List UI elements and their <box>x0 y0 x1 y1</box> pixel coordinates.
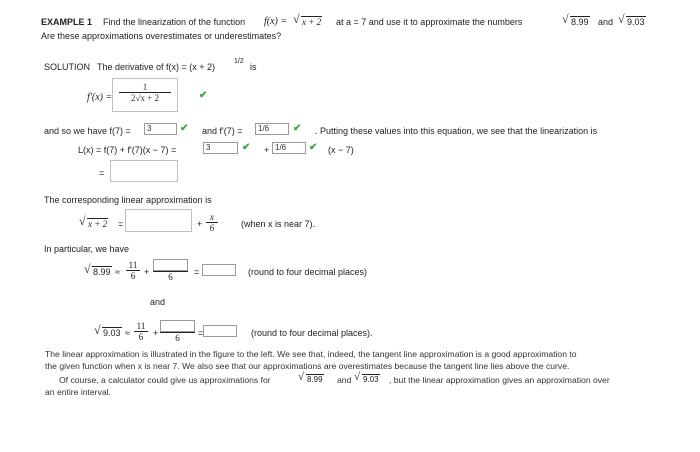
in-particular-text: In particular, we have <box>44 244 130 254</box>
plus-sign: + <box>197 219 203 229</box>
corresponding-text: The corresponding linear approximation is <box>44 195 212 205</box>
conclusion-n1: 8.99 <box>307 375 323 384</box>
approx-eq: ≈ <box>115 267 120 277</box>
plus-sign: + <box>264 145 270 155</box>
x-over-6 <box>206 212 218 233</box>
eleven-over-six <box>126 260 140 281</box>
conclusion-and: and <box>337 375 352 385</box>
conclusion-line-1: The linear approximation is illustrated in the figure to the left. We see that, indeed, the tangent line approximation is a good approximation to <box>45 349 577 359</box>
and-word: and <box>150 297 166 307</box>
lx-input-1[interactable]: 3 <box>203 142 238 154</box>
conclusion-line-3b: , but the linear approximation gives an approximation over <box>389 375 610 385</box>
approx-numerator-input-2[interactable] <box>160 320 195 332</box>
eq-sign: = <box>198 328 204 338</box>
plus-sign: + <box>153 328 159 338</box>
fraction-den: 6 <box>209 223 215 233</box>
and-text: and <box>598 17 614 27</box>
fprime-den: 2√x + 2 <box>130 93 159 103</box>
approx-eq: ≈ <box>125 328 130 338</box>
fraction-den: 6 <box>130 271 136 281</box>
fraction-den: 6 <box>153 271 188 282</box>
is-text: is <box>250 62 257 72</box>
at-a-text: at a = 7 and use it to approximate the numbers <box>336 17 523 27</box>
and-fprime-text: and f'(7) = <box>202 126 243 136</box>
fx-label: f(x) = <box>264 16 288 27</box>
example-label: EXAMPLE 1 <box>41 17 93 27</box>
fx-radicand: x + 2 <box>302 17 322 27</box>
number-1: 8.99 <box>571 17 589 27</box>
round-text-1: (round to four decimal places) <box>248 267 368 277</box>
conclusion-line-3a: Of course, a calculator could give us approximations for <box>59 375 271 385</box>
number-2: 9.03 <box>627 17 645 27</box>
conclusion-line-2: the given function when x is near 7. We also see that our approximations are overestimates because the tangent line lies above the curve. <box>45 361 570 371</box>
approx-radicand: x + 2 <box>88 219 108 229</box>
sqrt-icon: √ <box>84 262 91 276</box>
fraction-den: 6 <box>138 332 144 342</box>
sqrt-icon: √ <box>562 12 569 26</box>
check-icon: ✔ <box>293 123 302 134</box>
fprime7-input[interactable]: 1/6 <box>255 123 289 135</box>
lx-input-2[interactable]: 1/6 <box>272 142 306 154</box>
conclusion-n2: 9.03 <box>363 375 379 384</box>
eq-sign: = <box>99 168 105 178</box>
question-2: Are these approximations overestimates or underestimates? <box>41 31 282 41</box>
plus-sign: + <box>144 267 150 277</box>
box-over-six-1 <box>153 259 188 282</box>
exponent: 1/2 <box>234 58 244 65</box>
putting-text: . Putting these values into this equation, we see that the linearization is <box>315 126 598 136</box>
fprime-label: f'(x) = <box>87 92 113 103</box>
and-so-text: and so we have f(7) = <box>44 126 131 136</box>
fprime-fraction <box>119 82 171 103</box>
question-text: Find the linearization of the function <box>103 17 246 27</box>
derivative-text: The derivative of f(x) = (x + 2) <box>97 62 216 72</box>
sqrt-icon: √ <box>298 371 305 383</box>
approx-result-input-1[interactable] <box>202 264 236 276</box>
fprime-num: 1 <box>119 82 171 93</box>
box-over-six-2 <box>160 320 195 343</box>
sqrt-icon: √ <box>293 12 300 26</box>
eq-sign: = <box>194 267 200 277</box>
check-icon: ✔ <box>180 123 189 134</box>
check-icon: ✔ <box>199 90 208 101</box>
when-text: (when x is near 7). <box>241 219 316 229</box>
check-icon: ✔ <box>309 142 318 153</box>
sqrt-icon: √ <box>618 12 625 26</box>
fraction-num: 11 <box>126 260 140 271</box>
lx-simplified-input[interactable] <box>110 160 178 182</box>
approx-result-input-2[interactable] <box>203 325 237 337</box>
sqrt-icon: √ <box>354 371 361 383</box>
sqrt-icon: √ <box>94 323 101 337</box>
approx-input[interactable] <box>125 209 192 232</box>
eq-sign: = <box>118 219 124 229</box>
lx-tail: (x − 7) <box>328 145 354 155</box>
fraction-den: 6 <box>160 332 195 343</box>
conclusion-line-4: an entire interval. <box>45 387 111 397</box>
round-text-2: (round to four decimal places). <box>251 328 373 338</box>
eleven-over-six-2 <box>134 321 148 342</box>
approx-numerator-input-1[interactable] <box>153 259 188 271</box>
sqrt-icon: √ <box>79 214 86 228</box>
f7-input[interactable]: 3 <box>144 123 177 135</box>
val1: 8.99 <box>93 267 111 277</box>
check-icon: ✔ <box>242 142 251 153</box>
fprime-answer-box[interactable] <box>112 78 178 112</box>
val2: 9.03 <box>103 328 121 338</box>
solution-label: SOLUTION <box>44 62 91 72</box>
lx-formula: L(x) = f(7) + f'(7)(x − 7) = <box>78 145 177 155</box>
fraction-num: 11 <box>134 321 148 332</box>
fraction-num: x <box>206 212 218 223</box>
